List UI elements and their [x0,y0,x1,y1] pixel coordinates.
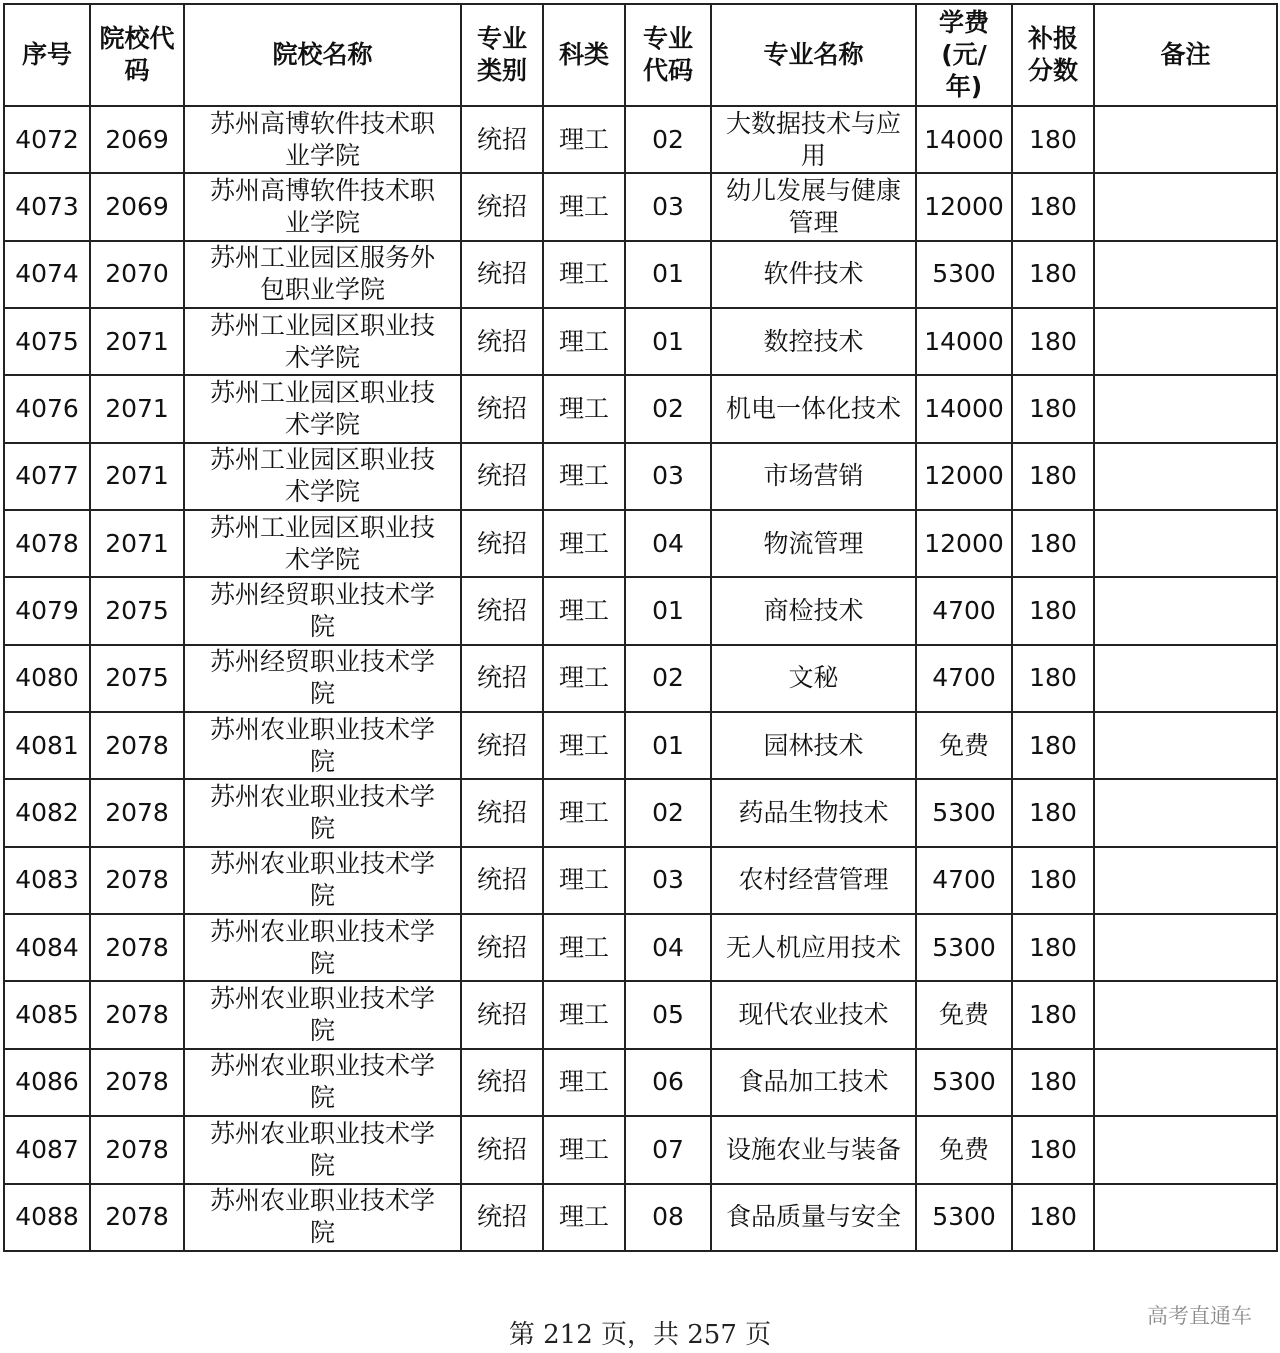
table-row [4,981,1277,1048]
cell-school-name-line: 院 [309,948,335,978]
table-row [4,712,1277,779]
cell-school-code: 2069 [90,106,184,173]
header-line: (元/ [941,40,987,69]
cell-major-name [711,645,916,712]
cell-school-name-line: 苏州农业职业技术学 [209,1118,435,1148]
cell-seq: 4084 [4,914,90,981]
cell-school-code: 2078 [90,847,184,914]
cell-school-name-line: 苏州农业职业技术学 [209,782,435,812]
cell-major-name-line: 管理 [788,208,839,238]
cell-school-code: 2078 [90,1049,184,1116]
cell-school-name [184,645,461,712]
cell-fee: 5300 [916,1184,1012,1251]
cell-school-name-line: 院 [309,1083,335,1113]
table-row [4,914,1277,981]
cell-major-name [711,847,916,914]
cell-major-code: 02 [625,375,711,442]
cell-seq: 4083 [4,847,90,914]
cell-major-code: 01 [625,241,711,308]
table-row [4,510,1277,577]
header-line: 专业 [642,24,693,53]
cell-school-name-line: 苏州工业园区职业技 [209,378,435,408]
cell-school-code: 2071 [90,308,184,375]
cell-school-name-line: 院 [309,1218,335,1248]
cell-major-code: 04 [625,510,711,577]
header-fee [916,4,1012,106]
cell-supplement-score: 180 [1012,443,1094,510]
cell-note [1094,443,1277,510]
cell-major-category: 统招 [461,779,543,846]
cell-major-name-line: 文秘 [788,663,839,693]
cell-seq: 4078 [4,510,90,577]
cell-major-code: 03 [625,173,711,240]
cell-school-code: 2078 [90,981,184,1048]
cell-school-name-line: 苏州农业职业技术学 [209,984,435,1014]
cell-school-code: 2071 [90,443,184,510]
cell-major-name-line: 无人机应用技术 [725,932,901,962]
cell-school-name-line: 业学院 [284,140,360,170]
cell-major-code: 07 [625,1116,711,1183]
cell-major-category: 统招 [461,308,543,375]
cell-major-name [711,375,916,442]
header-seq [4,4,90,106]
cell-major-code: 02 [625,645,711,712]
cell-school-name [184,779,461,846]
cell-major-name-line: 农村经营管理 [738,865,889,895]
cell-note [1094,1116,1277,1183]
cell-fee: 5300 [916,241,1012,308]
table-row [4,443,1277,510]
cell-subject: 理工 [543,779,625,846]
table-row [4,847,1277,914]
cell-note [1094,847,1277,914]
cell-supplement-score: 180 [1012,106,1094,173]
cell-school-name-line: 苏州高博软件技术职 [209,176,435,206]
cell-subject: 理工 [543,645,625,712]
cell-major-code: 01 [625,308,711,375]
page-number-text: 第 212 页，共 257 页 [508,1320,772,1350]
cell-fee: 14000 [916,106,1012,173]
cell-major-name [711,443,916,510]
cell-school-name [184,712,461,779]
table-body [4,106,1277,1251]
cell-major-category: 统招 [461,106,543,173]
header-line: 分数 [1027,56,1078,85]
cell-note [1094,1184,1277,1251]
table-row [4,308,1277,375]
cell-school-name-line: 院 [309,746,335,776]
cell-note [1094,712,1277,779]
header-school-code [90,4,184,106]
cell-school-name-line: 苏州农业职业技术学 [209,1186,435,1216]
cell-school-name [184,510,461,577]
header-line: 学费 [938,8,989,37]
cell-school-name [184,241,461,308]
cell-seq: 4074 [4,241,90,308]
cell-school-name-line: 术学院 [284,410,360,440]
cell-fee: 14000 [916,375,1012,442]
cell-school-name-line: 苏州农业职业技术学 [209,714,435,744]
cell-supplement-score: 180 [1012,375,1094,442]
cell-fee: 免费 [916,981,1012,1048]
cell-major-name-line: 商检技术 [763,596,864,626]
cell-subject: 理工 [543,981,625,1048]
cell-fee: 免费 [916,712,1012,779]
cell-major-category: 统招 [461,1116,543,1183]
cell-note [1094,510,1277,577]
header-line: 备注 [1160,40,1211,69]
cell-supplement-score: 180 [1012,779,1094,846]
cell-subject: 理工 [543,847,625,914]
cell-subject: 理工 [543,1116,625,1183]
table-row [4,1184,1277,1251]
cell-note [1094,241,1277,308]
cell-note [1094,577,1277,644]
cell-major-category: 统招 [461,847,543,914]
header-supplement-score [1012,4,1094,106]
cell-school-name-line: 术学院 [284,342,360,372]
cell-school-name [184,981,461,1048]
cell-major-category: 统招 [461,914,543,981]
cell-subject: 理工 [543,375,625,442]
cell-school-name [184,1116,461,1183]
cell-major-category: 统招 [461,712,543,779]
cell-fee: 免费 [916,1116,1012,1183]
cell-school-code: 2078 [90,1116,184,1183]
cell-school-code: 2071 [90,375,184,442]
table-row [4,1116,1277,1183]
cell-school-name [184,106,461,173]
admission-table [3,3,1278,1252]
cell-subject: 理工 [543,1184,625,1251]
table-row [4,1049,1277,1116]
cell-supplement-score: 180 [1012,308,1094,375]
cell-school-name-line: 院 [309,1016,335,1046]
cell-major-name-line: 物流管理 [763,528,864,558]
header-line: 科类 [558,40,609,69]
cell-school-name-line: 苏州经贸职业技术学 [209,580,435,610]
table-row [4,375,1277,442]
header-line: 年) [945,72,983,101]
cell-seq: 4082 [4,779,90,846]
cell-supplement-score: 180 [1012,577,1094,644]
cell-fee: 5300 [916,1049,1012,1116]
cell-school-name-line: 苏州工业园区职业技 [209,310,435,340]
cell-major-category: 统招 [461,981,543,1048]
cell-fee: 4700 [916,645,1012,712]
cell-major-name-line: 现代农业技术 [738,1000,889,1030]
cell-major-name [711,1049,916,1116]
header-line: 序号 [21,40,72,69]
header-major-code [625,4,711,106]
header-note [1094,4,1277,106]
cell-seq: 4080 [4,645,90,712]
header-line: 码 [124,56,150,85]
cell-major-code: 03 [625,847,711,914]
cell-major-code: 03 [625,443,711,510]
cell-subject: 理工 [543,577,625,644]
cell-school-name-line: 苏州农业职业技术学 [209,849,435,879]
cell-subject: 理工 [543,510,625,577]
cell-supplement-score: 180 [1012,645,1094,712]
cell-school-code: 2075 [90,577,184,644]
cell-seq: 4087 [4,1116,90,1183]
cell-note [1094,1049,1277,1116]
cell-major-name [711,779,916,846]
cell-seq: 4085 [4,981,90,1048]
cell-major-name [711,1184,916,1251]
cell-major-name-line: 机电一体化技术 [725,394,901,424]
cell-major-code: 02 [625,106,711,173]
cell-major-code: 01 [625,577,711,644]
cell-note [1094,375,1277,442]
table-row [4,241,1277,308]
cell-supplement-score: 180 [1012,712,1094,779]
page-footer [0,1314,1280,1351]
cell-school-name [184,1049,461,1116]
cell-seq: 4075 [4,308,90,375]
cell-note [1094,981,1277,1048]
cell-school-name-line: 院 [309,612,335,642]
cell-school-name-line: 术学院 [284,544,360,574]
cell-major-name-line: 药品生物技术 [738,798,889,828]
cell-major-code: 01 [625,712,711,779]
cell-major-name [711,712,916,779]
cell-major-code: 06 [625,1049,711,1116]
cell-major-name [711,241,916,308]
cell-school-name [184,914,461,981]
watermark-text: 高考直通车 [1147,1304,1252,1328]
cell-supplement-score: 180 [1012,1049,1094,1116]
cell-major-name-line: 幼儿发展与健康 [725,176,901,206]
cell-seq: 4073 [4,173,90,240]
cell-major-code: 04 [625,914,711,981]
cell-seq: 4081 [4,712,90,779]
cell-school-name-line: 苏州高博软件技术职 [209,108,435,138]
cell-school-name [184,577,461,644]
cell-school-name [184,443,461,510]
cell-major-name [711,510,916,577]
cell-seq: 4079 [4,577,90,644]
cell-major-name [711,981,916,1048]
cell-major-category: 统招 [461,443,543,510]
cell-school-name-line: 苏州农业职业技术学 [209,916,435,946]
header-major-category [461,4,543,106]
cell-supplement-score: 180 [1012,914,1094,981]
cell-supplement-score: 180 [1012,1184,1094,1251]
header-line: 代码 [642,56,693,85]
cell-school-code: 2078 [90,712,184,779]
cell-seq: 4086 [4,1049,90,1116]
cell-note [1094,645,1277,712]
cell-school-name-line: 包职业学院 [259,275,385,305]
cell-fee: 5300 [916,914,1012,981]
cell-note [1094,914,1277,981]
cell-supplement-score: 180 [1012,847,1094,914]
cell-school-name-line: 苏州工业园区职业技 [209,512,435,542]
header-line: 类别 [476,56,527,85]
cell-major-name-line: 软件技术 [763,259,864,289]
cell-school-name-line: 院 [309,814,335,844]
cell-subject: 理工 [543,241,625,308]
cell-major-category: 统招 [461,1184,543,1251]
cell-fee: 12000 [916,173,1012,240]
cell-school-code: 2070 [90,241,184,308]
cell-school-name [184,375,461,442]
cell-school-code: 2078 [90,1184,184,1251]
header-school-name [184,4,461,106]
cell-school-name-line: 苏州经贸职业技术学 [209,647,435,677]
cell-major-name-line: 园林技术 [763,730,864,760]
cell-major-category: 统招 [461,1049,543,1116]
cell-major-name-line: 用 [800,140,826,170]
cell-school-code: 2078 [90,914,184,981]
cell-seq: 4076 [4,375,90,442]
cell-fee: 12000 [916,510,1012,577]
cell-major-name-line: 设施农业与装备 [725,1134,901,1164]
cell-school-name-line: 业学院 [284,208,360,238]
cell-major-category: 统招 [461,510,543,577]
cell-major-category: 统招 [461,375,543,442]
cell-school-name-line: 院 [309,679,335,709]
cell-school-code: 2069 [90,173,184,240]
cell-major-name-line: 数控技术 [763,326,864,356]
cell-major-name [711,577,916,644]
header-line: 院校名称 [272,40,373,69]
cell-school-code: 2078 [90,779,184,846]
cell-fee: 4700 [916,577,1012,644]
header-line: 专业 [476,24,527,53]
cell-school-name [184,1184,461,1251]
cell-major-code: 02 [625,779,711,846]
cell-school-code: 2075 [90,645,184,712]
cell-major-category: 统招 [461,645,543,712]
cell-supplement-score: 180 [1012,241,1094,308]
header-major-name [711,4,916,106]
cell-subject: 理工 [543,308,625,375]
table-row [4,645,1277,712]
cell-major-category: 统招 [461,577,543,644]
table-row [4,106,1277,173]
cell-supplement-score: 180 [1012,1116,1094,1183]
cell-major-name [711,308,916,375]
cell-major-name-line: 食品加工技术 [738,1067,889,1097]
cell-subject: 理工 [543,914,625,981]
cell-note [1094,308,1277,375]
cell-fee: 14000 [916,308,1012,375]
cell-seq: 4077 [4,443,90,510]
cell-major-name [711,1116,916,1183]
header-line: 专业名称 [763,40,864,69]
header-subject [543,4,625,106]
cell-school-name-line: 苏州工业园区职业技 [209,445,435,475]
cell-seq: 4088 [4,1184,90,1251]
cell-major-category: 统招 [461,241,543,308]
cell-major-code: 05 [625,981,711,1048]
cell-major-name [711,914,916,981]
cell-major-name [711,106,916,173]
cell-school-name-line: 苏州工业园区服务外 [209,243,435,273]
table-row [4,779,1277,846]
cell-school-name [184,847,461,914]
cell-supplement-score: 180 [1012,981,1094,1048]
cell-school-name [184,173,461,240]
cell-note [1094,779,1277,846]
table-row [4,577,1277,644]
cell-supplement-score: 180 [1012,173,1094,240]
cell-school-code: 2071 [90,510,184,577]
cell-major-name-line: 食品质量与安全 [725,1202,901,1232]
cell-seq: 4072 [4,106,90,173]
table-row [4,173,1277,240]
cell-school-name [184,308,461,375]
cell-major-name-line: 大数据技术与应 [725,108,901,138]
cell-major-code: 08 [625,1184,711,1251]
cell-fee: 4700 [916,847,1012,914]
cell-subject: 理工 [543,106,625,173]
cell-major-name-line: 市场营销 [763,461,864,491]
cell-subject: 理工 [543,1049,625,1116]
cell-subject: 理工 [543,712,625,779]
cell-note [1094,173,1277,240]
cell-fee: 12000 [916,443,1012,510]
cell-school-name-line: 苏州农业职业技术学 [209,1051,435,1081]
header-line: 补报 [1027,24,1078,53]
cell-school-name-line: 院 [309,881,335,911]
header-row [4,4,1277,106]
cell-subject: 理工 [543,443,625,510]
cell-subject: 理工 [543,173,625,240]
cell-major-category: 统招 [461,173,543,240]
cell-school-name-line: 院 [309,1150,335,1180]
cell-major-name [711,173,916,240]
cell-note [1094,106,1277,173]
cell-school-name-line: 术学院 [284,477,360,507]
header-line: 院校代 [99,24,175,53]
cell-supplement-score: 180 [1012,510,1094,577]
cell-fee: 5300 [916,779,1012,846]
